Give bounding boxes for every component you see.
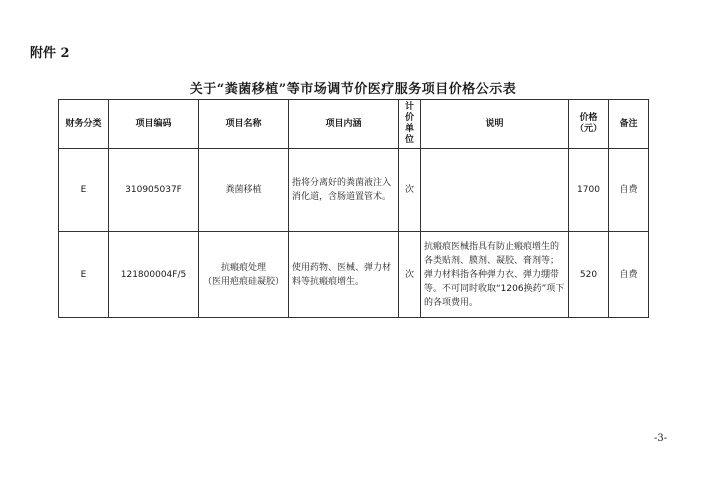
header-unit <box>399 100 421 149</box>
header-item-content: 项目内涵 <box>289 100 399 149</box>
cell-finance-category: E <box>59 149 109 232</box>
header-remarks: 备注 <box>609 100 649 149</box>
price-table <box>58 99 649 318</box>
cell-description: 抗瘢痕医械指具有防止瘢痕增生的各类贴剂、膜剂、凝胶、膏剂等；弹力材料指各种弹力衣、弹力绷带等。不可同时收取“1206换药”项下的各项费用。 <box>421 232 569 318</box>
cell-item-code: 121800004F/5 <box>109 232 199 318</box>
table-header-row <box>59 100 649 149</box>
header-unit-line1: 计价 <box>404 102 414 123</box>
cell-price: 1700 <box>569 149 609 232</box>
header-item-name: 项目名称 <box>199 100 289 149</box>
item-name-line2: （医用疤痕硅凝胶） <box>202 276 284 287</box>
cell-unit: 次 <box>399 232 421 318</box>
cell-item-name <box>199 232 289 318</box>
cell-item-content: 指将分离好的粪菌液注入消化道，含肠道置管术。 <box>289 149 399 232</box>
header-price-line1: 价格 <box>579 113 598 123</box>
header-finance-category: 财务分类 <box>59 100 109 149</box>
cell-finance-category: E <box>59 232 109 318</box>
cell-remarks: 自费 <box>609 149 649 232</box>
item-name-line1: 抗瘢痕处理 <box>220 262 266 273</box>
cell-item-content: 使用药物、医械、弹力材料等抗瘢痕增生。 <box>289 232 399 318</box>
cell-price: 520 <box>569 232 609 318</box>
cell-item-name <box>199 149 289 232</box>
header-price <box>569 100 609 149</box>
table-title: 关于“粪菌移植”等市场调节价医疗服务项目价格公示表 <box>189 82 517 97</box>
table-row <box>59 232 649 318</box>
cell-remarks: 自费 <box>609 232 649 318</box>
table-row <box>59 149 649 232</box>
attachment-label: 附件 2 <box>30 46 70 61</box>
cell-unit: 次 <box>399 149 421 232</box>
page-number: -3- <box>654 433 668 444</box>
cell-item-code: 310905037F <box>109 149 199 232</box>
header-price-line2: （元） <box>574 124 602 134</box>
cell-description <box>421 149 569 232</box>
header-unit-line2: 单位 <box>404 124 414 145</box>
header-description: 说明 <box>421 100 569 149</box>
item-name-line1: 粪菌移植 <box>225 185 262 195</box>
header-item-code: 项目编码 <box>109 100 199 149</box>
